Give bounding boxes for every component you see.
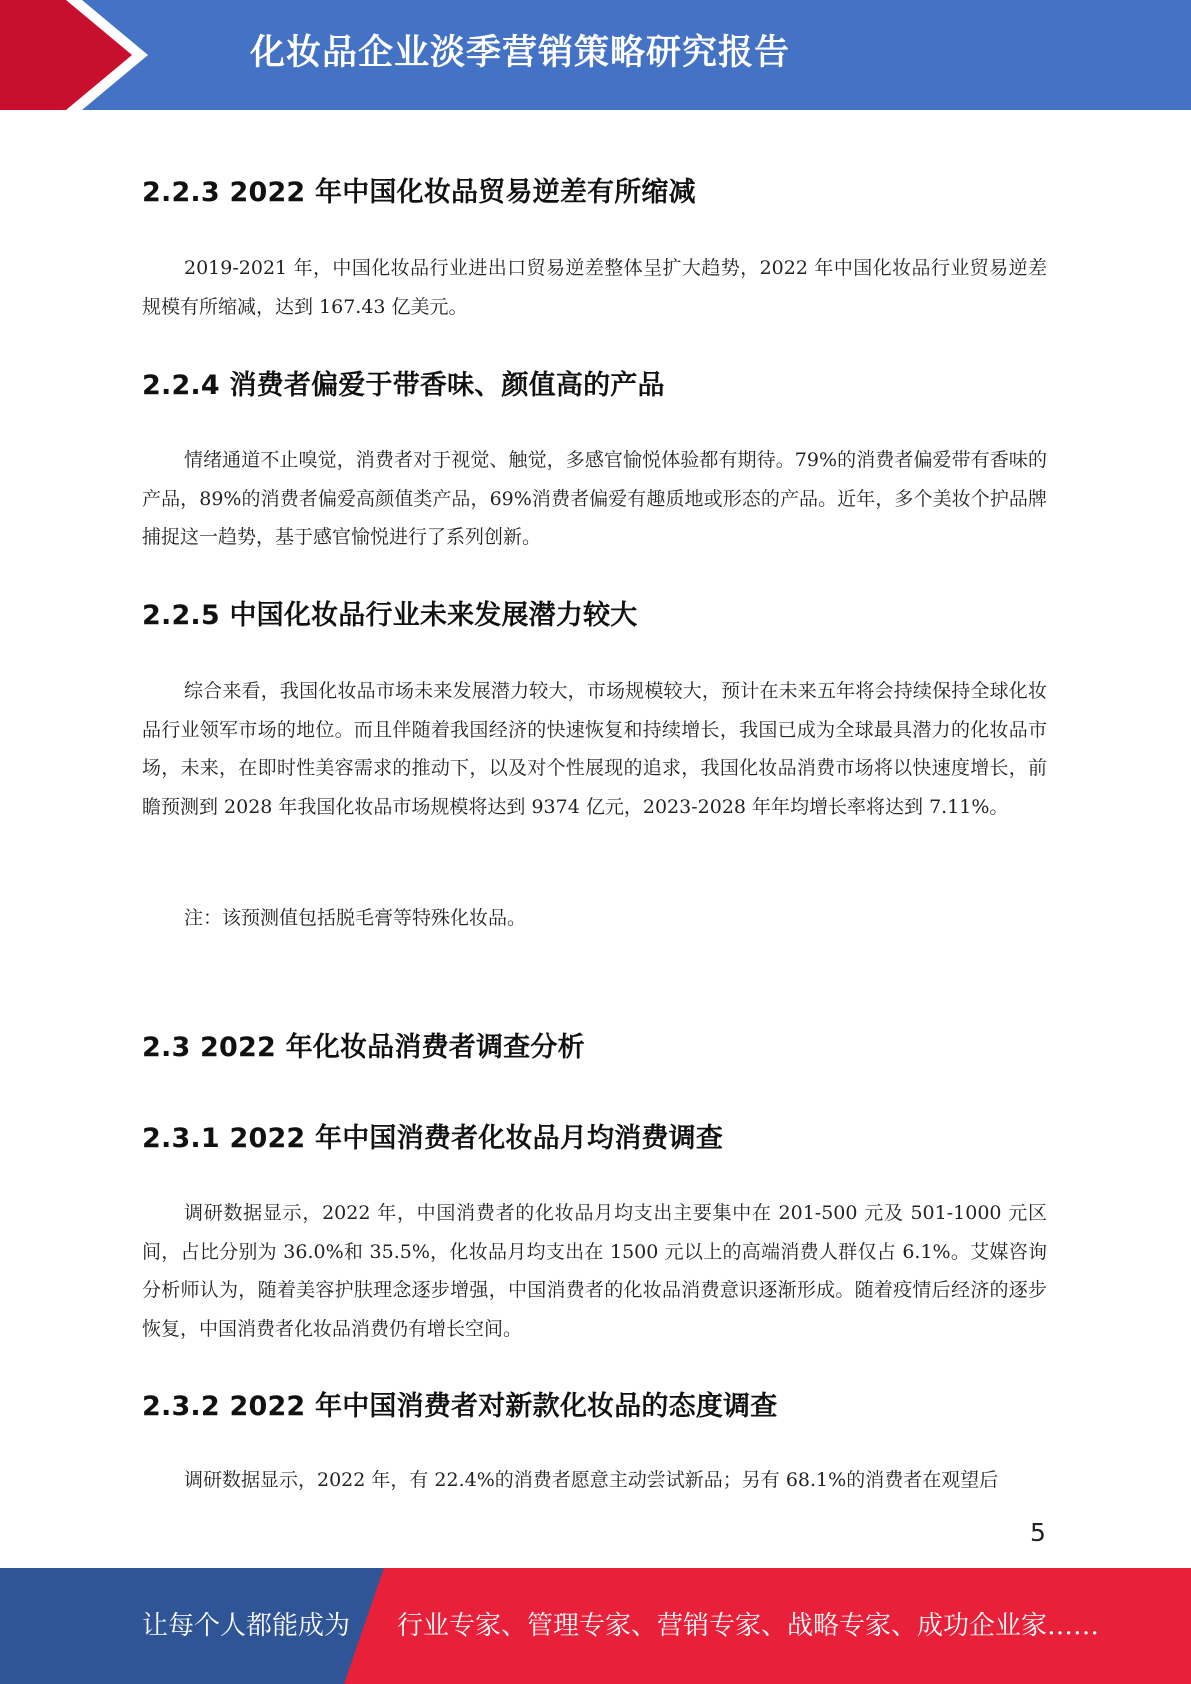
footer-banner	[0, 1568, 1191, 1684]
section-heading-2-2-3: 2.2.3 2022 年中国化妆品贸易逆差有所缩减	[142, 177, 696, 208]
section-2-2-4-paragraph: 情绪通道不止嗅觉，消费者对于视觉、触觉，多感官愉悦体验都有期待。79%的消费者偏爱带有香味的产品，89%的消费者偏爱高颜值类产品，69%消费者偏爱有趣质地或形态的产品。近年，多个美妆个护品牌捕捉这一趋势，基于感官愉悦进行了系列创新。	[142, 449, 1047, 548]
section-heading-2-3-2: 2.3.2 2022 年中国消费者对新款化妆品的态度调查	[142, 1391, 778, 1422]
section-heading-2-3: 2.3 2022 年化妆品消费者调查分析	[142, 1032, 585, 1063]
footer-slogan-right: 行业专家、管理专家、营销专家、战略专家、成功企业家……	[397, 1611, 1100, 1641]
section-heading-2-3-1: 2.3.1 2022 年中国消费者化妆品月均消费调查	[142, 1123, 724, 1154]
section-2-2-5-note: 注：该预测值包括脱毛膏等特殊化妆品。	[184, 907, 527, 929]
section-2-3-1-paragraph: 调研数据显示，2022 年，中国消费者的化妆品月均支出主要集中在 201-500 元及 501-1000 元区间，占比分别为 36.0%和 35.5%，化妆品月均支出在 1500 元以上的高端消费人群仅占 6.1%。艾媒咨询分析师认为，随着美容护肤理念逐步增强，中国消费者的化妆品消费意识逐渐形成。随着疫情后经济的逐步恢复，中国消费者化妆品消费仍有增长空间。	[142, 1202, 1047, 1340]
section-2-2-3-paragraph: 2019-2021 年，中国化妆品行业进出口贸易逆差整体呈扩大趋势，2022 年中国化妆品行业贸易逆差规模有所缩减，达到 167.43 亿美元。	[142, 257, 1047, 318]
page-number: 5	[1030, 1518, 1046, 1547]
section-2-2-5-paragraph: 综合来看，我国化妆品市场未来发展潜力较大，市场规模较大，预计在未来五年将会持续保持全球化妆品行业领军市场的地位。而且伴随着我国经济的快速恢复和持续增长，我国已成为全球最具潜力的化妆品市场，未来，在即时性美容需求的推动下，以及对个性展现的追求，我国化妆品消费市场将以快速度增长，前瞻预测到 2028 年我国化妆品市场规模将达到 9374 亿元，2023-2028 年年均增长率将达到 7.11%。	[142, 680, 1047, 818]
report-title: 化妆品企业淡季营销策略研究报告	[250, 33, 791, 73]
footer-slogan-left: 让每个人都能成为	[142, 1611, 351, 1641]
header-banner	[0, 0, 1191, 110]
section-heading-2-2-5: 2.2.5 中国化妆品行业未来发展潜力较大	[142, 600, 638, 631]
section-heading-2-2-4: 2.2.4 消费者偏爱于带香味、颜值高的产品	[142, 370, 665, 401]
section-2-3-2-paragraph: 调研数据显示，2022 年，有 22.4%的消费者愿意主动尝试新品；另有 68.1%的消费者在观望后	[184, 1469, 999, 1491]
